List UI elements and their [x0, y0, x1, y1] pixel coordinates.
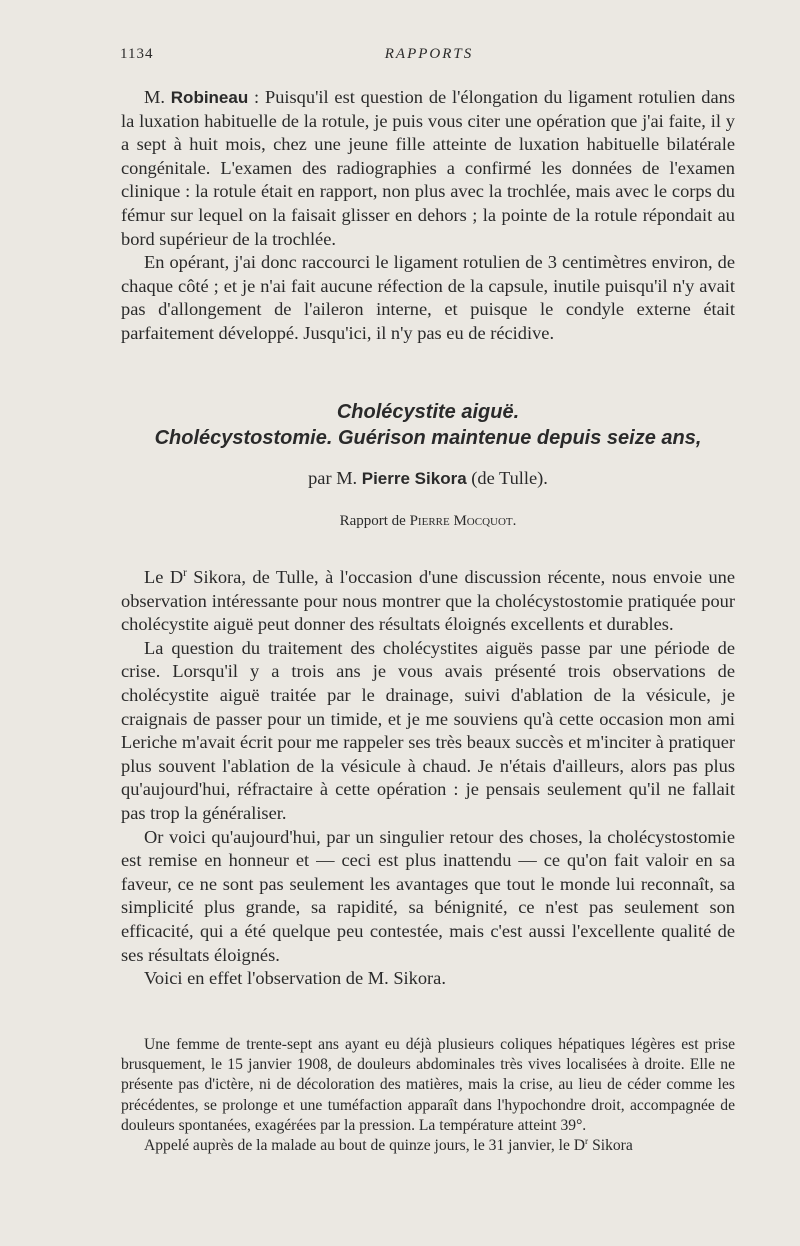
main-paragraph-1-start: Le D: [144, 567, 184, 587]
intro-paragraph-2: En opérant, j'ai donc raccourci le ligament rotulien de 3 centimètres environ, de chaque côté ; et je n'ai fait aucune réfection de la capsule, inutile puisqu'il n'y avait pas d'allongement de l'aileron interne, et puisque le condyle externe était parfaitement développé. Jusqu'ici, il n'y pas eu de récidive.: [121, 252, 735, 343]
running-head: RAPPORTS: [384, 46, 474, 62]
main-paragraph-1: [121, 566, 735, 637]
article-title-line-2: Cholécystostomie. Guérison maintenue depuis seize ans,: [154, 427, 702, 449]
observation-paragraph-2-end: Sikora: [588, 1137, 633, 1155]
observation-paragraph-2: [121, 1136, 735, 1156]
intro-section: [121, 86, 735, 346]
byline-author: Pierre Sikora: [361, 469, 467, 488]
speaker-prefix: M.: [144, 87, 171, 107]
intro-paragraph-1: [121, 86, 735, 251]
page-header: [120, 46, 738, 66]
byline-prefix: par M.: [308, 468, 362, 488]
observation-section: [121, 1035, 735, 1156]
rapport-line: [121, 513, 735, 530]
page-number: 1134: [120, 46, 154, 62]
superscript: r: [183, 566, 187, 579]
article-title-line-1: Cholécystite aiguë.: [336, 401, 520, 423]
main-text: [121, 566, 735, 991]
main-paragraph-3: Or voici qu'aujourd'hui, par un singulier retour des choses, la cholécystostomie est remise en honneur et — ceci est plus inattendu — ce qu'on fait valoir en sa faveur, ce ne sont pas seulement les avantages que tout le monde lui reconnaît, sa simplicité plus grande, sa rapidité, sa bénignité, ce n'est pas seulement son efficacité, qui a été quelque peu contestée, mais c'est aussi l'excellente qualité de ses résultats éloignés.: [121, 826, 735, 965]
main-paragraph-2: La question du traitement des cholécystites aiguës passe par une période de crise. Lorsqu'il y a trois ans je vous avais présenté trois observations de cholécystite aiguë traitée par le drainage, suivi d'ablation de la vésicule, je craignais de passer pour un timide, et je me souviens qu'à cette occasion mon ami Leriche m'avait écrit pour me rappeler ses très beaux succès et m'inciter à pratiquer plus souvent l'ablation de la vésicule à chaud. Je n'étais d'ailleurs, alors pas plus qu'aujourd'hui, réfractaire à cette opération : je pensais seulement qu'il ne fallait pas trop la généraliser.: [121, 637, 735, 823]
main-paragraph-1-text: Sikora, de Tulle, à l'occasion d'une discussion récente, nous envoie une observation intéressante pour nous montrer que la cholécystostomie pratiquée pour cholécystite aiguë peut donner des résultats éloignés excellents et durables.: [121, 567, 736, 635]
rapport-author: Pierre Mocquot.: [409, 513, 517, 529]
superscript: r: [585, 1136, 589, 1147]
observation-paragraph-2-start: Appelé auprès de la malade au bout de quinze jours, le 31 janvier, le D: [144, 1137, 586, 1155]
observation-paragraph-1: Une femme de trente-sept ans ayant eu déjà plusieurs coliques hépatiques légères est prise brusquement, le 15 janvier 1908, de douleurs abdominales très vives localisées à droite. Elle ne présente pas d'ictère, ni de décoloration des matières, mais la crise, au lieu de céder comme les précédentes, se prolonge et une tuméfaction apparaît dans l'hypochondre droit, accompagnée de douleurs spontanées, exagérées par la pression. La température atteint 39°.: [121, 1036, 735, 1134]
intro-paragraph-1-text: : Puisqu'il est question de l'élongation du ligament rotulien dans la luxation habituelle de la rotule, je puis vous citer une opération que j'ai faite, il y a sept à huit mois, chez une jeune fille atteinte de luxation habituelle bilatérale congénitale. L'examen des radiographies a confirmé les données de l'examen clinique : la rotule était en rapport, non plus avec la trochlée, mais avec le corps du fémur sur lequel on la faisait glisser en dehors ; la pointe de la rotule répondait au bord supérieur de la trochlée.: [121, 87, 735, 249]
rapport-prefix: Rapport de: [339, 513, 410, 529]
main-paragraph-4: Voici en effet l'observation de M. Sikora.: [144, 968, 446, 989]
speaker-name: Robineau: [170, 88, 249, 107]
byline: [121, 468, 735, 489]
byline-suffix: (de Tulle).: [466, 468, 548, 488]
